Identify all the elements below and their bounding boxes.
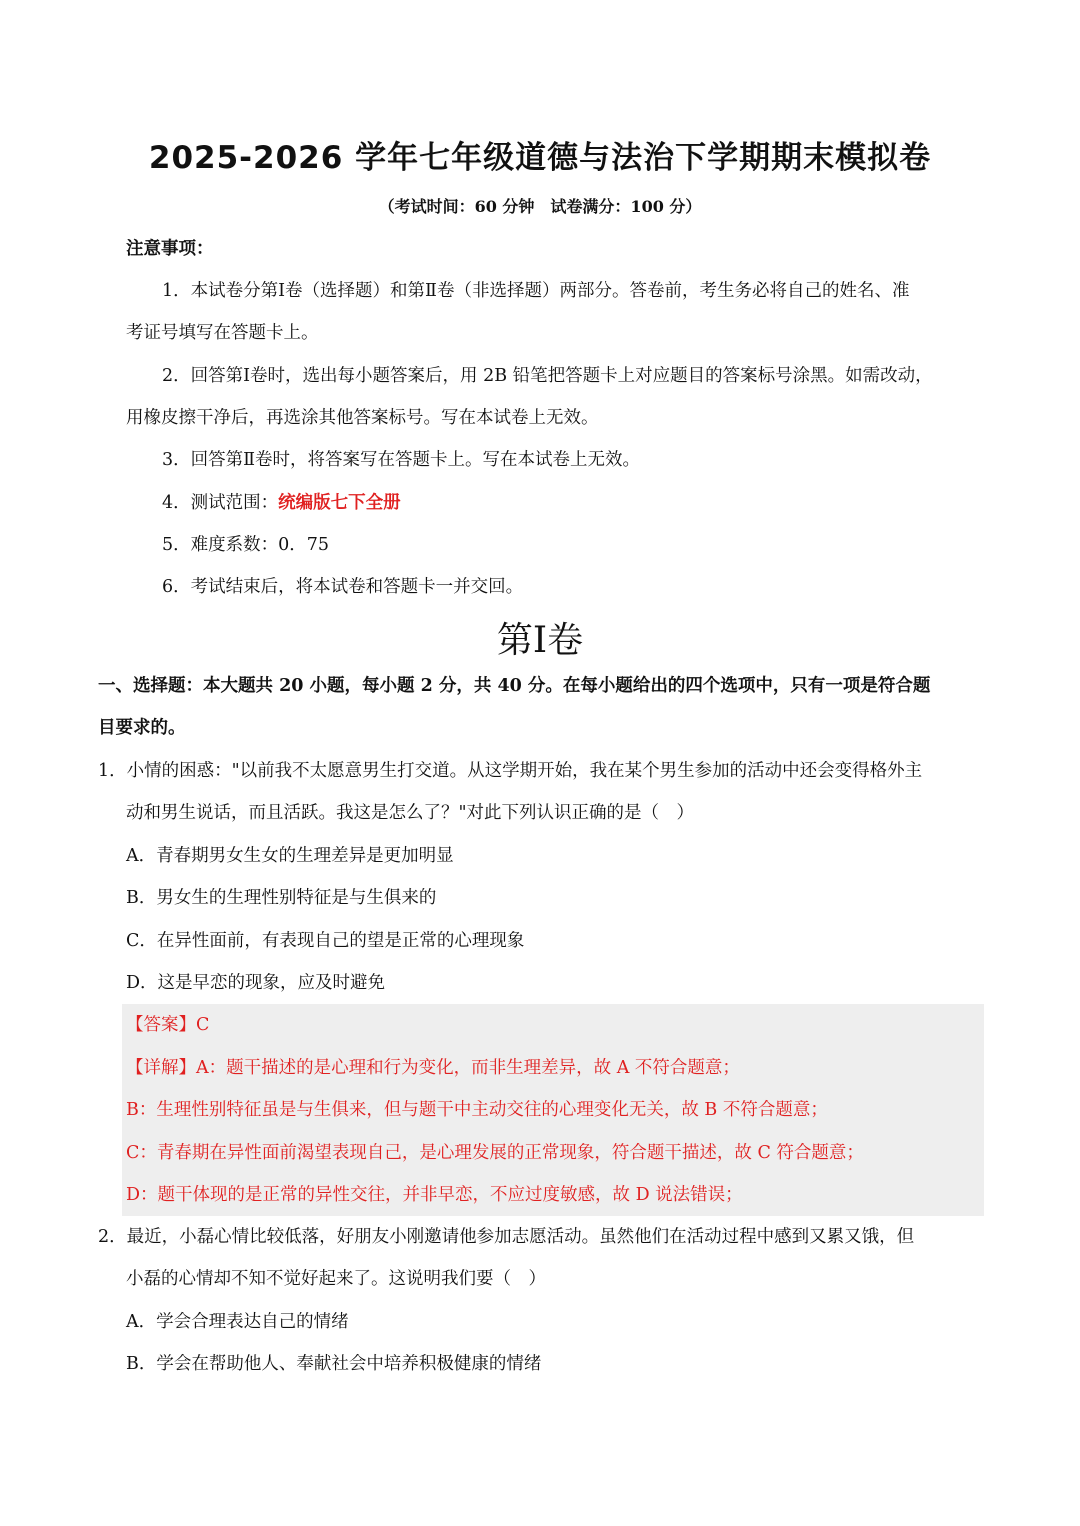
section-instruction-line-2: 目要求的。 [98, 718, 186, 738]
question-1-option-c: C．在异性面前，有表现自己的望是正常的心理现象 [126, 931, 525, 951]
question-1-stem-line-1: 1．小情的困惑："以前我不太愿意男生打交道。从这学期开始，我在某个男生参加的活动中还会变得格外主 [98, 761, 923, 781]
question-1-explain-line-3: C：青春期在异性面前渴望表现自己，是心理发展的正常现象，符合题干描述，故 C 符合题意； [126, 1143, 864, 1163]
question-1-explain-line-1: 【详解】A：题干描述的是心理和行为变化，而非生理差异，故 A 不符合题意； [126, 1058, 740, 1078]
notice-item-2-line-2: 用橡皮擦干净后，再选涂其他答案标号。写在本试卷上无效。 [126, 408, 599, 428]
question-1-option-a: A．青春期男女生女的生理差异是更加明显 [126, 846, 454, 866]
notice-item-6: 6．考试结束后，将本试卷和答题卡一并交回。 [162, 577, 524, 597]
question-1-answer: 【答案】C [126, 1015, 210, 1035]
question-2-stem-line-1: 2．最近，小磊心情比较低落，好朋友小刚邀请他参加志愿活动。虽然他们在活动过程中感到又累又饿，但 [98, 1227, 915, 1247]
section-instruction-line-1: 一、选择题：本大题共 20 小题，每小题 2 分，共 40 分。在每小题给出的四个选项中，只有一项是符合题 [98, 676, 931, 696]
notice-item-5: 5．难度系数：0．75 [162, 535, 330, 555]
notice-item-4-label: 4．测试范围： [162, 493, 279, 513]
question-2-option-b: B．学会在帮助他人、奉献社会中培养积极健康的情绪 [126, 1354, 542, 1374]
question-1-stem-line-2: 动和男生说话，而且活跃。我这是怎么了？"对此下列认识正确的是（ ） [126, 803, 695, 823]
question-2-option-a: A．学会合理表达自己的情绪 [126, 1312, 349, 1332]
question-1-explain-line-4: D：题干体现的是正常的异性交往，并非早恋，不应过度敏感，故 D 说法错误； [126, 1185, 743, 1205]
question-1-option-d: D．这是早恋的现象，应及时避免 [126, 973, 386, 993]
notice-heading: 注意事项： [126, 239, 214, 259]
notice-item-1-line-2: 考证号填写在答题卡上。 [126, 323, 319, 343]
question-1-option-b: B．男女生的生理性别特征是与生俱来的 [126, 888, 437, 908]
page-title: 2025-2026 学年七年级道德与法治下学期期末模拟卷 [148, 140, 932, 176]
notice-item-2-line-1: 2．回答第Ⅰ卷时，选出每小题答案后，用 2B 铅笔把答题卡上对应题目的答案标号涂黑。如需改动， [162, 366, 933, 386]
section-heading: 第Ⅰ卷 [496, 620, 584, 661]
notice-item-3: 3．回答第Ⅱ卷时，将答案写在答题卡上。写在本试卷上无效。 [162, 450, 641, 470]
notice-item-4 [162, 491, 401, 515]
question-1-explain-line-2: B：生理性别特征虽是与生俱来，但与题干中主动交往的心理变化无关，故 B 不符合题意； [126, 1100, 828, 1120]
test-scope: 统编版七下全册 [278, 493, 401, 513]
question-2-stem-line-2: 小磊的心情却不知不觉好起来了。这说明我们要（ ） [126, 1269, 546, 1289]
notice-item-1-line-1: 1．本试卷分第Ⅰ卷（选择题）和第Ⅱ卷（非选择题）两部分。答卷前，考生务必将自己的姓名、准 [162, 281, 910, 301]
exam-info: （考试时间：60 分钟 试卷满分：100 分） [378, 197, 702, 216]
